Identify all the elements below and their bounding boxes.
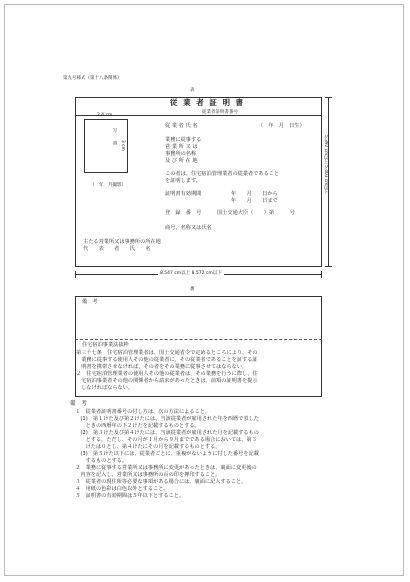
- validity-to: 年 月 日まで: [231, 198, 278, 204]
- notes-line: (2) 第３けた及び第４けたには、当該従業者が雇用された月を記載するもの: [70, 430, 259, 436]
- certificate-number-label: 従業者証明書番号: [202, 110, 238, 115]
- notes-line: (3) 第５けた以下には、従業者ごとに、重複がないように付した番号を記載: [70, 451, 259, 457]
- law-text-line: 宅宿泊事業者その他の関係者から請求があったときは、前項の証明書を提示: [76, 378, 258, 384]
- statement-line2: を証明します。: [165, 178, 201, 184]
- notes-line: ２ 業務に従事する営業所又は事務所に変更があったときは、裏面に変更後の: [70, 465, 257, 471]
- validity-from: 年 月 日から: [231, 191, 278, 197]
- notes-line: けたは０とし、第４けたにその月を記載するものとする。: [70, 444, 221, 450]
- photo-height-label: 3 cm: [120, 140, 125, 151]
- notes-line: ４ 用紙の色彩は白色以外とすること。: [70, 486, 169, 492]
- certificate-title: 従 業 者 証 明 書: [170, 98, 245, 107]
- law-text-line: しなければならない。: [76, 385, 134, 391]
- notes-heading: 備 考: [70, 401, 87, 407]
- law-text-line: ２ 住宅宿泊管理業者の使用人その他の従業者は、その業務を行うに際し、住: [76, 371, 258, 377]
- notes-line: １ 従業者証明書番号の付し方は、次の方法によること。: [70, 409, 211, 415]
- form-number: 第九号様式（第十八条関係）: [63, 76, 122, 81]
- height-dimension-tick-bottom: [325, 266, 332, 267]
- notes-line: するものとする。: [70, 458, 128, 464]
- notes-line: ３ 従業者の現住所等必要な事項がある場合には、裏面に記入すること。: [70, 479, 247, 485]
- height-dimension-label: 5.392 cm以上 5.403 cm以下: [323, 135, 328, 194]
- notes-line: ５ 証明書の有効期間は５年以下とすること。: [70, 493, 185, 499]
- law-text-line: 第三十七条 住宅宿泊管理業者は、国土交通省令で定めるところにより、その: [76, 350, 258, 356]
- photo-date: （ 年 月撮影）: [90, 183, 126, 188]
- notes-line: 内容を記入し、営業所又は事務所の長の印を押印すること。: [70, 472, 221, 478]
- representative-label: 代 表 者 氏 名: [83, 246, 151, 252]
- notes-line: ときの西暦年の下２けたを記載するものとする。: [70, 423, 200, 429]
- law-text-line: 明書を携帯させなければ、その者をその業務に従事させてはならない。: [76, 364, 248, 370]
- back-divider: [75, 339, 322, 340]
- validity-label: 証明書有効期間: [165, 191, 202, 197]
- width-dimension-tick-left: [75, 271, 76, 278]
- notes-line: (1) 第１けた及び第２けたには、当該従業者が雇用された年を西暦で表した: [70, 416, 259, 422]
- birth-date-label: （ 年 月 日生）: [258, 123, 305, 129]
- law-excerpt-title: 住宅宿泊事業法抜粋: [82, 342, 129, 348]
- registration-label: 登 録 番 号: [165, 210, 202, 216]
- front-label: 表: [190, 88, 195, 93]
- back-label: 裏: [190, 287, 195, 292]
- office-label-line2: 営 業 所 又 は: [165, 144, 198, 150]
- office-label-line3: 事務所の名称: [165, 151, 197, 157]
- notes-line: とする。ただし、その月が１月から９月までである場合においては、第３: [70, 437, 257, 443]
- back-remarks-label: 備 考: [82, 299, 98, 305]
- employee-name-label: 従 業 者 氏 名: [165, 123, 198, 129]
- statement-line1: この者は、住宅宿泊管理業者の従業者であること: [165, 171, 280, 177]
- height-dimension-line: [328, 97, 329, 267]
- office-label-line1: 業務に従事する: [165, 137, 202, 143]
- photo-width-label: 2.4 cm: [97, 113, 113, 118]
- registration-value: 国土交通大臣（ ）第 号: [217, 210, 295, 216]
- width-dimension-tick-right: [321, 271, 322, 278]
- width-dimension-label: 8.547 cm以上 8.572 cm以下: [160, 271, 222, 276]
- document-page: [4, 4, 404, 576]
- main-office-label: 主たる営業所又は事務所の所在地: [83, 239, 161, 245]
- photo-label: 写 真: [112, 128, 117, 146]
- office-label-line4: 及 び 所 在 地: [165, 158, 198, 164]
- trade-name-label: 商号、名称又は氏名: [165, 225, 212, 231]
- law-text-line: 業務に従事する使用人その他の従業者に、その従業者であることを証する証: [76, 357, 258, 363]
- height-dimension-tick-top: [325, 97, 332, 98]
